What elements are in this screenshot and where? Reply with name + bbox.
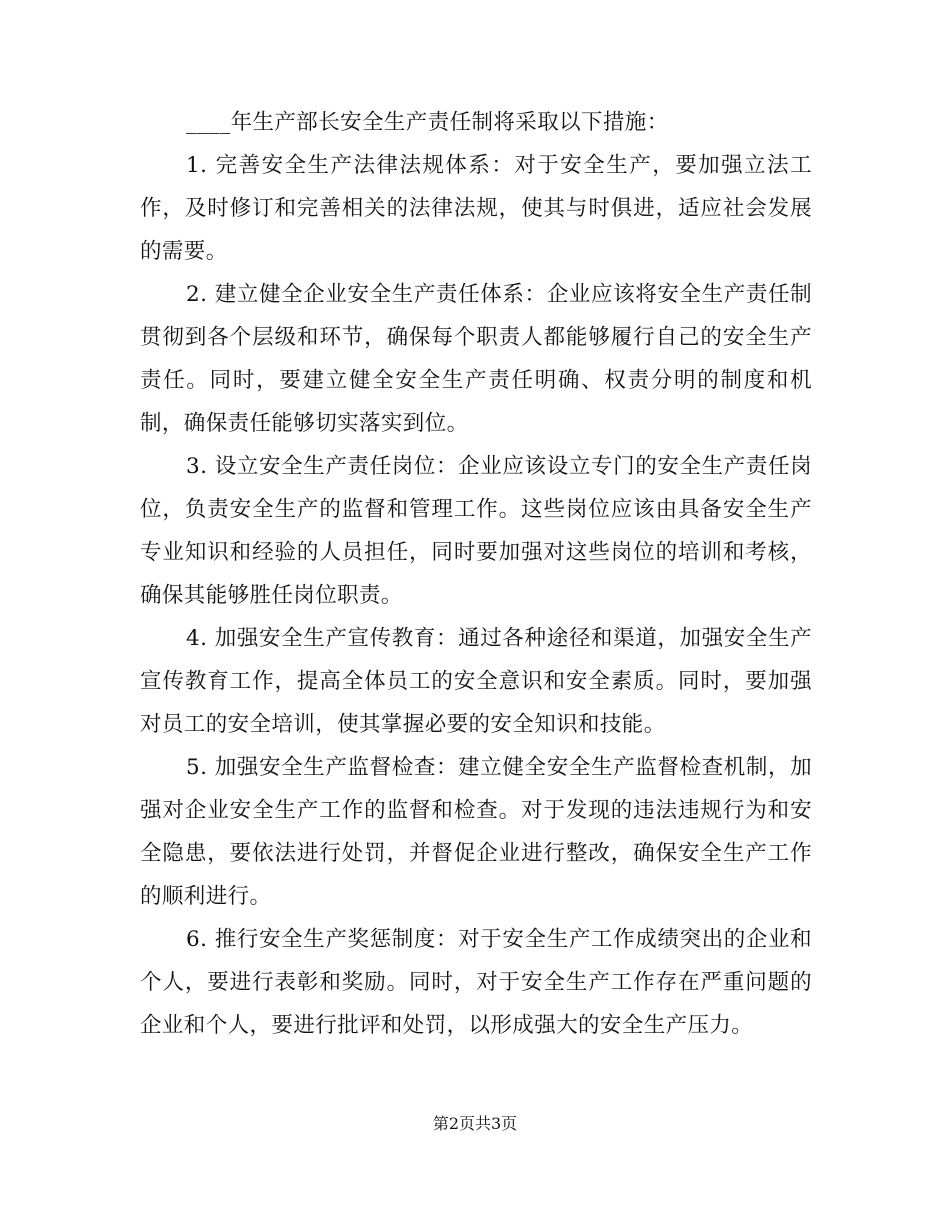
measure-3-paragraph: 3. 设立安全生产责任岗位：企业应该设立专门的安全生产责任岗位，负责安全生产的监督和管理工作。这些岗位应该由具备安全生产专业知识和经验的人员担任，同时要加强对这些岗位的培训和考核，确保其能够胜任岗位职责。 bbox=[140, 454, 812, 608]
measure-2-paragraph: 2. 建立健全企业安全生产责任体系：企业应该将安全生产责任制贯彻到各个层级和环节，确保每个职责人都能够履行自己的安全生产责任。同时，要建立健全安全生产责任明确、权责分明的制度和机制，确保责任能够切实落实到位。 bbox=[140, 282, 812, 436]
measure-6-paragraph: 6. 推行安全生产奖惩制度：对于安全生产工作成绩突出的企业和个人，要进行表彰和奖励。同时，对于安全生产工作存在严重问题的企业和个人，要进行批评和处罚，以形成强大的安全生产压力。 bbox=[140, 927, 812, 1038]
measure-5-paragraph: 5. 加强安全生产监督检查：建立健全安全生产监督检查机制，加强对企业安全生产工作的监督和检查。对于发现的违法违规行为和安全隐患，要依法进行处罚，并督促企业进行整改，确保安全生产工作的顺利进行。 bbox=[140, 755, 812, 909]
measure-4-paragraph: 4. 加强安全生产宣传教育：通过各种途径和渠道，加强安全生产宣传教育工作，提高全体员工的安全意识和安全素质。同时，要加强对员工的安全培训，使其掌握必要的安全知识和技能。 bbox=[140, 626, 812, 737]
page-number-footer: 第2页共3页 bbox=[432, 1114, 518, 1133]
measure-1-paragraph: 1. 完善安全生产法律法规体系：对于安全生产，要加强立法工作，及时修订和完善相关的法律法规，使其与时俱进，适应社会发展的需要。 bbox=[140, 153, 812, 264]
intro-paragraph: ____年生产部长安全生产责任制将采取以下措施： bbox=[186, 110, 669, 135]
document-body bbox=[140, 101, 812, 1047]
